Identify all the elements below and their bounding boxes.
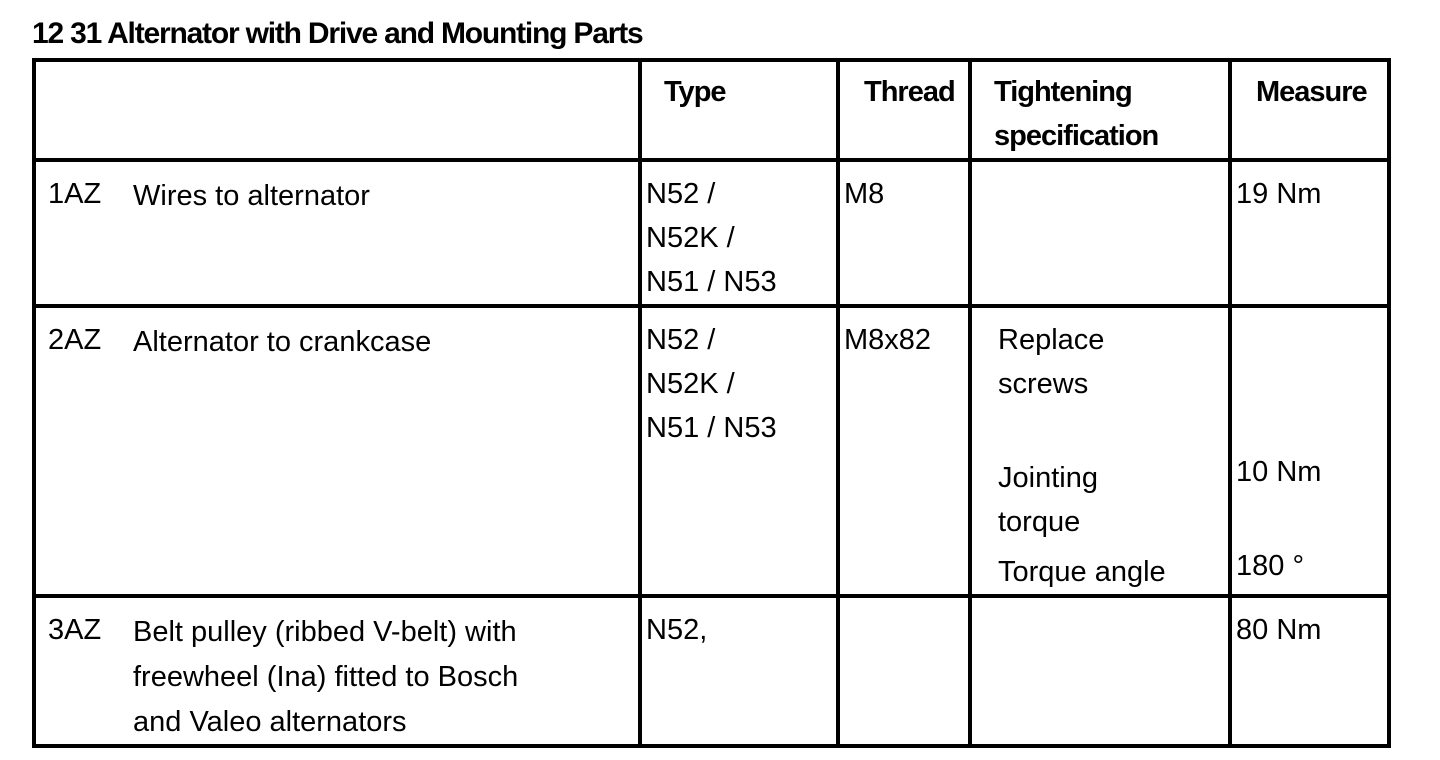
header-tightening-line2: specification (994, 120, 1159, 152)
table-row (34, 306, 1389, 596)
tightening-line: Replace (998, 324, 1105, 356)
header-measure: Measure (1230, 60, 1389, 160)
header-tightening-line1: Tightening (994, 76, 1132, 108)
position-number: 1AZ (48, 178, 102, 210)
tightening-line: screws (998, 368, 1089, 400)
type-cell (640, 160, 838, 306)
thread-cell: M8 (838, 160, 970, 306)
tightening-line: torque (998, 506, 1081, 538)
row-description-cell (34, 160, 640, 306)
tightening-cell (970, 596, 1230, 746)
type-line: N52K / (646, 222, 735, 254)
table-row (34, 596, 1389, 746)
type-line: N52 / (646, 178, 716, 210)
measure-cell (1230, 306, 1389, 596)
measure-line: 180 ° (1236, 550, 1305, 582)
type-line: N52 / (646, 324, 716, 356)
tightening-line: Torque angle (998, 556, 1166, 588)
thread-cell (838, 596, 970, 746)
type-line: N51 / N53 (646, 412, 777, 444)
table-row (34, 160, 1389, 306)
type-line: N51 / N53 (646, 266, 777, 298)
header-type: Type (640, 60, 838, 160)
tightening-line: Jointing (998, 462, 1098, 494)
measure-line: 10 Nm (1236, 456, 1322, 488)
header-tightening-specification (970, 60, 1230, 160)
header-description (34, 60, 640, 160)
type-cell (640, 596, 838, 746)
table-header-row (34, 60, 1389, 160)
tightening-cell (970, 160, 1230, 306)
type-line: N52K / (646, 368, 735, 400)
measure-cell: 80 Nm (1230, 596, 1389, 746)
part-description: Wires to alternator (133, 180, 370, 212)
thread-cell: M8x82 (838, 306, 970, 596)
description-line: and Valeo alternators (133, 706, 407, 738)
tightening-cell (970, 306, 1230, 596)
header-thread: Thread (838, 60, 970, 160)
measure-cell: 19 Nm (1230, 160, 1389, 306)
row-description-cell (34, 306, 640, 596)
type-cell (640, 306, 838, 596)
position-number: 2AZ (48, 324, 102, 356)
position-number: 3AZ (48, 614, 102, 646)
document-title: 12 31 Alternator with Drive and Mounting Parts (32, 17, 643, 50)
description-line: freewheel (Ina) fitted to Bosch (133, 661, 519, 693)
part-description: Alternator to crankcase (133, 326, 432, 358)
torque-spec-table (32, 58, 1391, 748)
row-description-cell (34, 596, 640, 746)
part-description (133, 610, 593, 745)
description-line: Belt pulley (ribbed V-belt) with (133, 616, 517, 648)
type-line: N52, (646, 614, 708, 646)
